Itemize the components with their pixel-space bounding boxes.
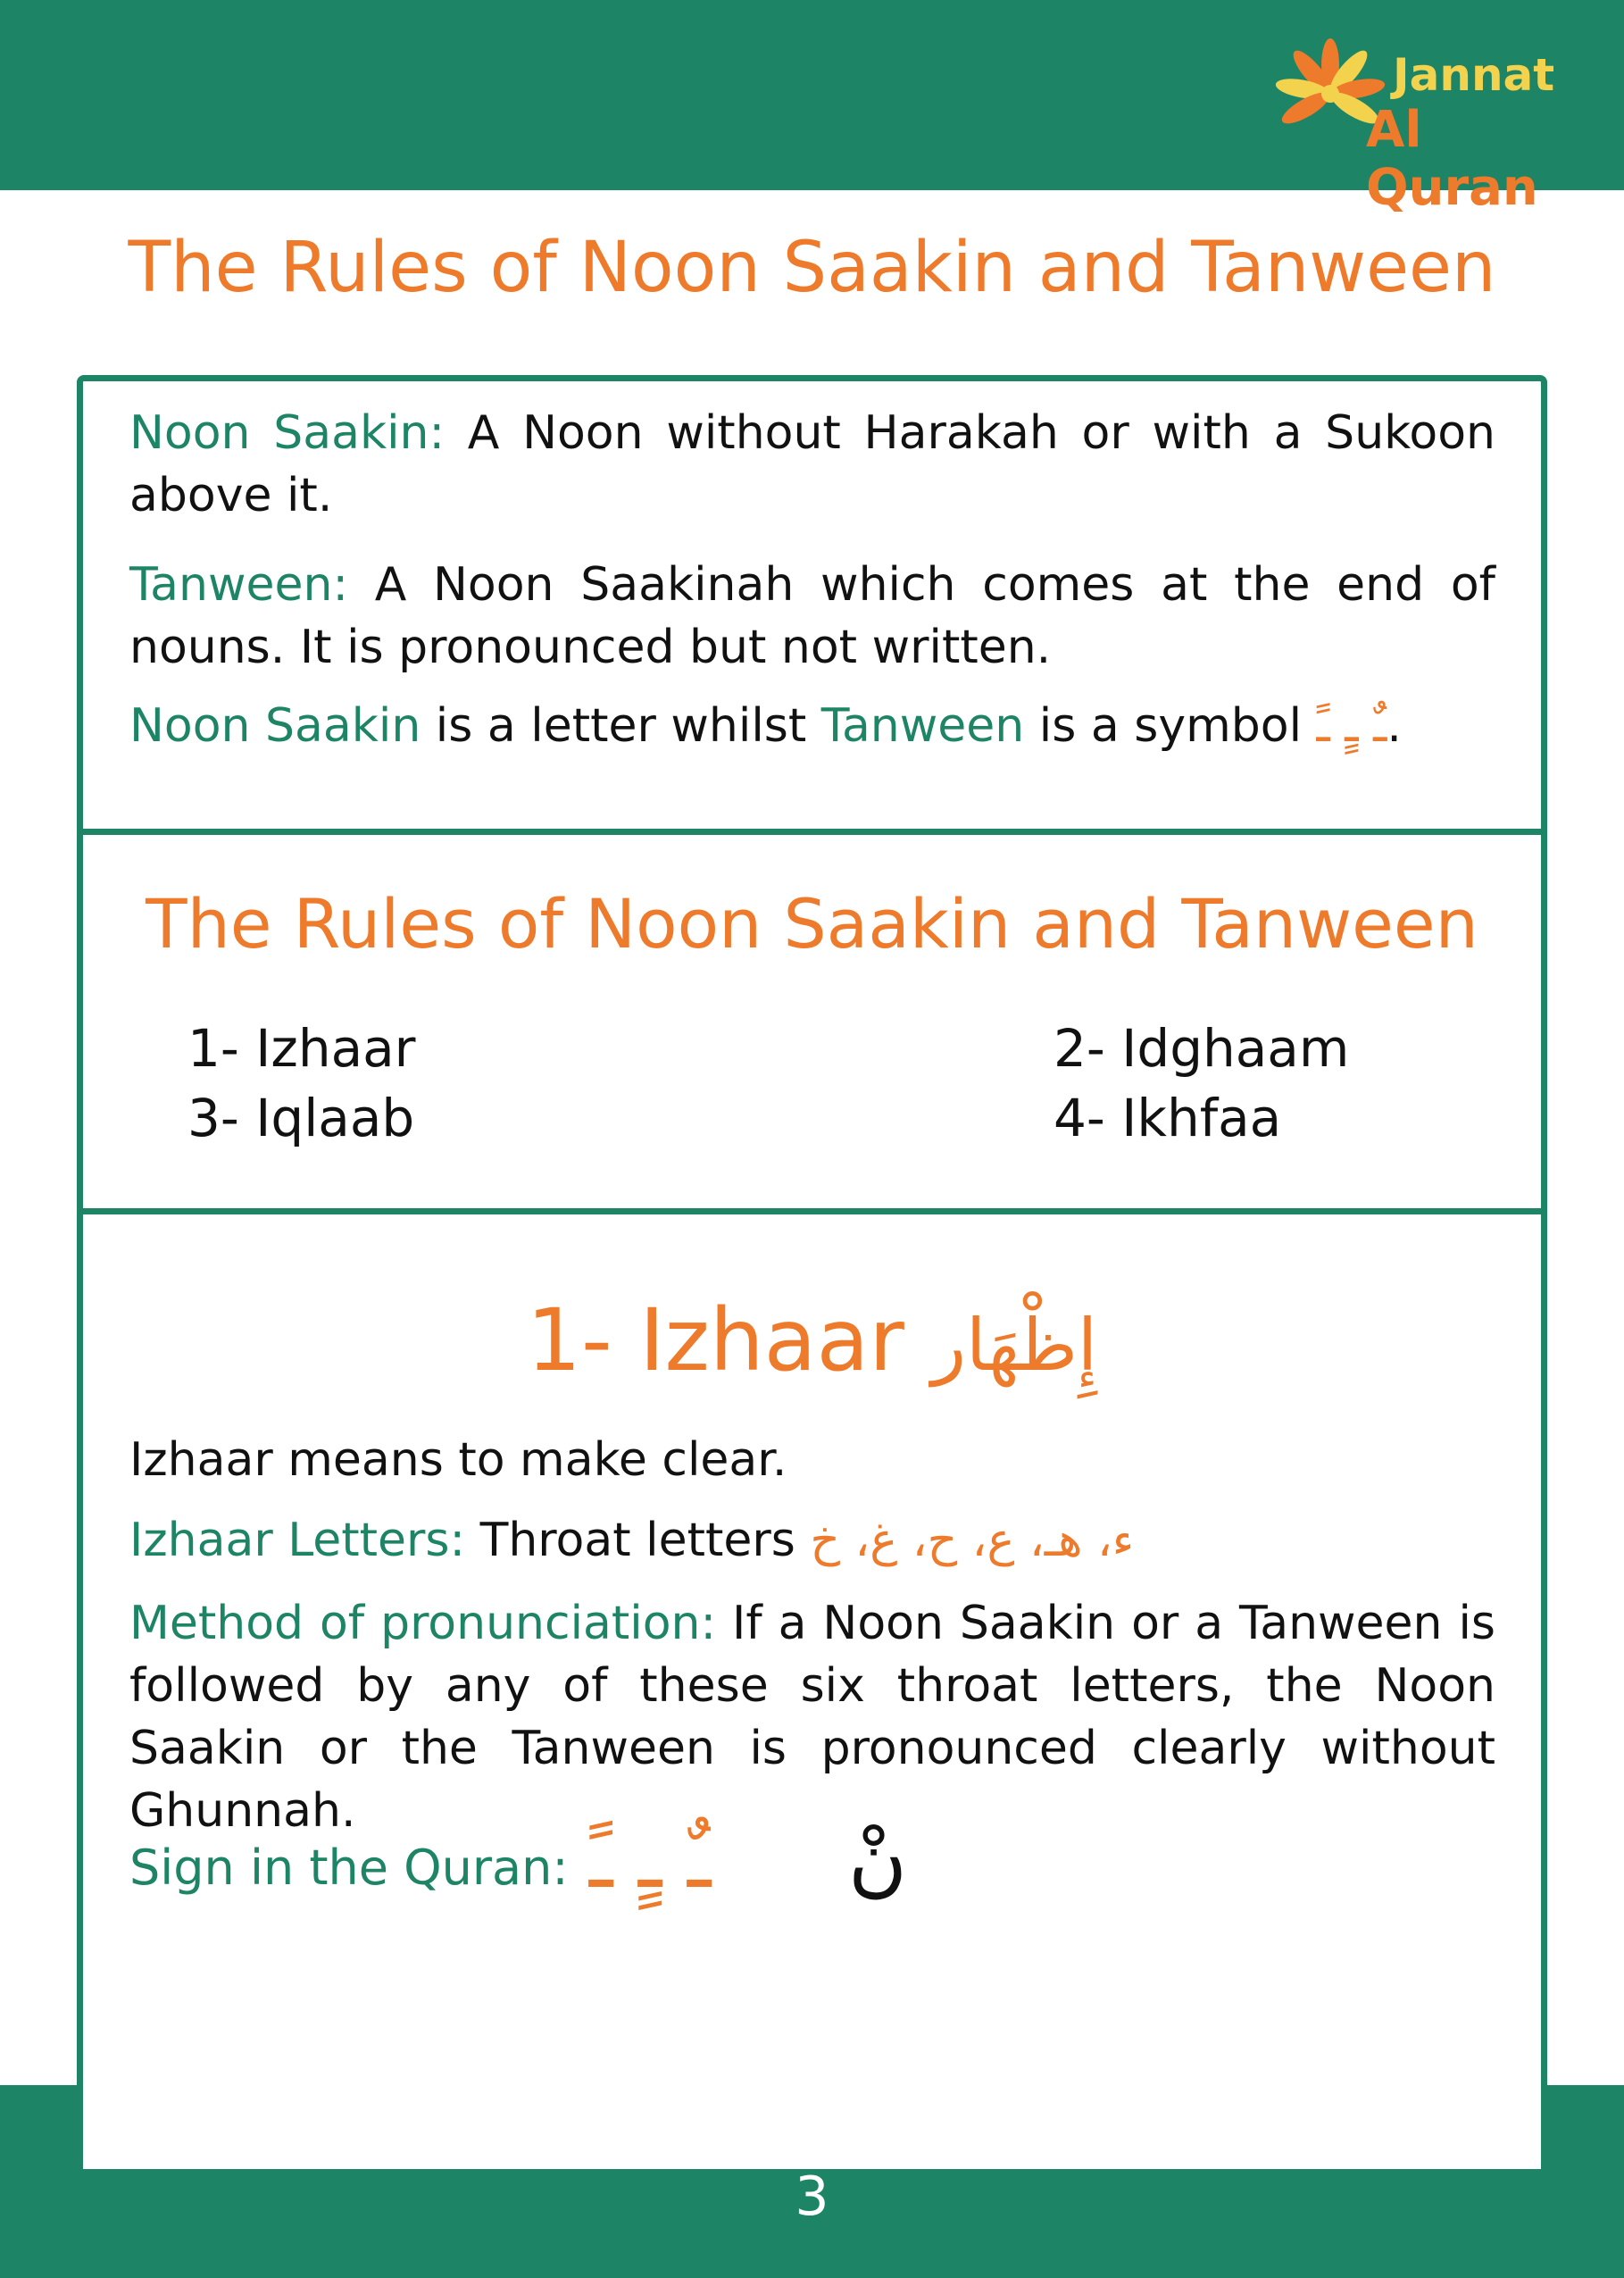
box-border-left (77, 2085, 83, 2169)
method-label: Method of pronunciation: (129, 1597, 717, 1650)
line3-mid: is a letter whilst (421, 699, 821, 753)
noon-saakin-definition (129, 402, 1495, 527)
tanween-definition (129, 554, 1495, 679)
rule-item: 3- Iqlaab (187, 1088, 415, 1148)
izhaar-letters-text: Throat letters (465, 1514, 811, 1567)
section-divider (77, 829, 1547, 835)
izhaar-meaning: Izhaar means to make clear. (129, 1433, 787, 1487)
method-text: If a Noon Saakin or a Tanween is followed by any of these six throat letters, the Noon Saakin or the Tanween is pronounced clearly without Ghunnah. (129, 1597, 1495, 1838)
rule-item: 2- Idghaam (1054, 1018, 1350, 1079)
tanween-text: A Noon Saakinah which comes at the end of nouns. It is pronounced but not written. (129, 558, 1495, 674)
noon-saakin-label: Noon Saakin: (129, 406, 446, 460)
section-divider (77, 1208, 1547, 1214)
page-title: The Rules of Noon Saakin and Tanween (128, 228, 1496, 308)
izhaar-method (129, 1592, 1495, 1842)
izhaar-title-text: 1- Izhaar (526, 1290, 904, 1390)
izhaar-title-arabic: إِظْهَار (931, 1304, 1098, 1387)
logo-text-jannat: Jannat (1393, 49, 1555, 101)
box-border-right (1541, 2085, 1547, 2169)
rule-item: 1- Izhaar (187, 1018, 416, 1079)
izhaar-letters (129, 1509, 1495, 1572)
noon-saakin-text: A Noon without Harakah or with a Sukoon above it. (129, 406, 1495, 522)
noon-saakin-term: Noon Saakin (129, 699, 421, 753)
jannat-al-quran-logo (1272, 31, 1555, 217)
period: . (1387, 699, 1402, 753)
content-box-bottom (83, 2085, 1541, 2169)
izhaar-letters-label: Izhaar Letters: (129, 1514, 466, 1567)
rule-item: 4- Ikhfaa (1054, 1088, 1282, 1148)
sign-label: Sign in the Quran: (129, 1840, 569, 1896)
tanween-term: Tanween (820, 699, 1025, 753)
izhaar-title (77, 1290, 1547, 1390)
logo-text-al-quran: Al Quran (1366, 101, 1538, 217)
rules-section-title: The Rules of Noon Saakin and Tanween (146, 884, 1478, 964)
throat-letters-arabic: ء، هـ، ع، ح، غ، خ (810, 1514, 1135, 1567)
tanween-symbols: ـٌ ـٍ ـً (1316, 699, 1387, 753)
page-number: 3 (795, 2165, 829, 2228)
sign-tanween-symbols: ـٌ ـٍ ـً (589, 1813, 712, 1907)
sign-noon-saakin: نْ (848, 1813, 908, 1907)
line3-end: is a symbol (1024, 699, 1317, 753)
tanween-label: Tanween: (129, 558, 348, 612)
letter-vs-symbol-line (129, 695, 1495, 757)
